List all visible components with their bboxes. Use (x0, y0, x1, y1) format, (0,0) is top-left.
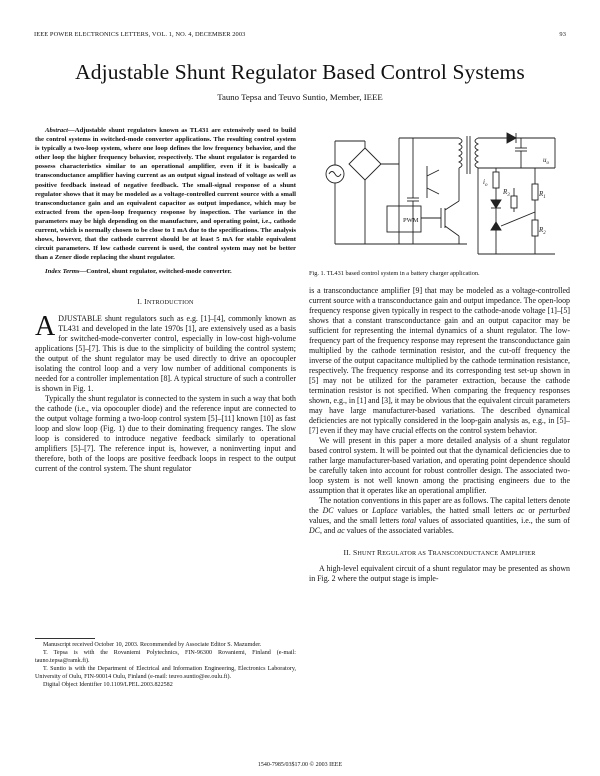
bridge-rectifier (349, 148, 381, 180)
resistor-r3 (511, 196, 517, 208)
p3-perturbed: perturbed (538, 506, 570, 515)
p3-dc2: DC (309, 526, 320, 535)
footnotes (35, 641, 296, 690)
footnote-manuscript: Manuscript received October 10, 2003. Recommended by Associate Editor S. Mazumder. (43, 642, 262, 648)
figure-1 (309, 126, 570, 266)
section2-a: A (500, 548, 506, 557)
abstract-label: Abstract— (45, 127, 75, 134)
index-terms (35, 267, 296, 276)
p3-laplace: Laplace (372, 506, 398, 515)
p3-total: total (401, 516, 417, 525)
running-head (34, 31, 566, 38)
copyright-line: 1540-7985/03$17.00 © 2003 IEEE (257, 762, 343, 768)
output-voltage-label: u (543, 156, 547, 164)
svg-text:R1 (538, 190, 546, 200)
p3-seg-h: values of the associated variables. (344, 526, 454, 535)
footnote-doi: Digital Object Identifier 10.1109/LPEL.2003.822582 (43, 682, 173, 689)
drop-cap: A (35, 310, 56, 342)
r3-label: R (503, 188, 508, 196)
p3-seg-e: values, and the small letters (309, 516, 402, 525)
p3-seg-c: variables, the hatted small letters (397, 506, 517, 515)
intro-paragraph-2: Typically the shunt regulator is connected to the system in such a way that both the cathode (i.e., via opocoupler diode) and the reference input are connected to the output voltage forming a two-loop control system [5]–[11] known [10] as fast loop and slow loop (Fig. 1) due to their dominating frequency ranges. The slow loop is considered to introduce negative feedback similarly to operational amplifiers [5]–[7]. The reference input is, however, a noninverting input and therefore, both of the loops are positive feedback loops in respect to the output current of the control system. The shunt regulator (35, 393, 296, 473)
page-number: 93 (559, 31, 566, 38)
circuit-diagram (317, 126, 562, 264)
svg-text:PWM (403, 217, 419, 224)
section-title-rest: NTRODUCTION (146, 298, 194, 306)
footnote-author-2: T. Suntio is with the Department of Electrical and Information Engineering, Electronics Laboratory, University of Oulu, FIN-90014 Oulu, Finland (e-mail: teuvo.suntio@ee.oulu.fi). (35, 666, 296, 681)
section-heading-introduction (35, 297, 296, 306)
section2-t: T (427, 548, 433, 557)
footnote-author-1: T. Tepsa is with the Rovaniemi Polytechnics, FIN-96300 Rovaniemi, Finland (e-mail: tauno.tepsa@ramk.fi). (35, 650, 296, 665)
current-sub: o (484, 183, 488, 188)
section2-r: R (377, 548, 383, 557)
pwm-label: PWM (403, 217, 419, 224)
abstract-text: Adjustable shunt regulators known as TL431 are extensively used to build the control systems in switched-mode converter applications. The resulting control system is typically a two-loop system, where one loop defines the low frequency behavior, and the other loop the higher frequency behavior, respectively. The shunt regulator is regarded to possess characteristics similar to an operational amplifier, even if it is basically a transconductance amplifier having current as an output signal instead of voltage as well as positive feedback instead of negative feedback. The small-signal response of a shunt regulator shows that it may be modeled as a voltage-controlled current source with a small transconductance gain and an equivalent capacitor as output impedance, which may be extracted from the open-loop frequency response by inspection. The variance in the parameters may be high depending on the manufacture, and operating point, i.e., cathode current, which is normally chosen to be close to 1 mA due to the specifications. The analysis shows, however, that the cathode current should be at least 5 mA for stable equivalent circuit parameters. If low cathode current is used, the control system may not be better than a Zener diode replacing the shunt regulator. (35, 127, 296, 262)
current-label: i (483, 178, 485, 186)
abstract (35, 126, 296, 262)
right-column (309, 126, 570, 584)
section2-r4: MPLIFIER (505, 550, 536, 557)
figure-1-caption: Fig. 1. TL431 based control system in a battery charger application. (309, 270, 480, 277)
tl431-symbol (491, 222, 501, 230)
section-heading-2 (309, 548, 570, 557)
intro-paragraph-1-text: DJUSTABLE shunt regulators such as e.g. [1]–[4], commonly known as TL431 and developed in the late 1970s [1], are extensively used as a basis for switched-mode-converter control, especially in low-cost high-volume applications [5]–[7]. This is due to the simplicity of building the control system; the output of the shunt regulator may be used directly to drive an opocoupler isolating the control loop and a very low number of additional components is needed for a controller implementation [8]. A typical structure of such a controller is shown in Fig. 1. (35, 313, 296, 393)
paper-title: Adjustable Shunt Regulator Based Control Systems (75, 60, 525, 84)
r1-label: R (539, 190, 544, 198)
journal-header: IEEE POWER ELECTRONICS LETTERS, VOL. 1, NO. 4, DECEMBER 2003 (34, 31, 246, 38)
paper-authors: Tauno Tepsa and Teuvo Suntio, Member, IEEE (217, 92, 383, 102)
svg-text:R3 (502, 188, 510, 198)
section-number: I. (137, 296, 143, 306)
section2-number: II. (343, 548, 351, 557)
section2-r3: RANSCONDUCTANCE (432, 550, 501, 557)
p3-dc: DC (322, 506, 334, 515)
index-terms-label: Index Terms— (45, 268, 87, 276)
resistor-r1 (532, 184, 538, 200)
right-paragraph-3 (309, 496, 570, 536)
p3-seg-b: values or (333, 506, 373, 515)
index-terms-text: Control, shunt regulator, switched-mode converter. (86, 268, 232, 276)
right-paragraph-1: is a transconductance amplifier [9] that may be modeled as a voltage-controlled current source with a transconductance gain and output impedance. The open-loop frequency response given typically in respect to the cathode-anode voltage [1]–[5] shows that a constant transconductance gain and an output capacitor may be sufficient for representing the internal dynamics of a shunt regulator. The low-frequency part of the frequency response may represent the transconductance gain multiplied by the cathode termination resistor, and the cut-off frequency the inverse of the output capacitance multiplied by the cathode termination resistance, respectively. The frequency response and its corresponding test set-up shown in [5] may not be utilized for the parameter extraction, because the cathode termination resistor is not specified. When comparing the frequency responses shown, e.g., in [1] and [3], it may be obvious that the equivalent circuit parameters may have large manufacturer-based variations. The described dynamical deficiencies are not typically considered in the loop-gain analysis as, e.g., in [5]–[7] even if they may have crucial effects on the control system behavior. (309, 286, 570, 435)
svg-text:io (483, 178, 488, 188)
r1-sub: 1 (543, 195, 546, 200)
svg-text:uo (543, 156, 550, 166)
resistor-r2 (532, 220, 538, 236)
p3-ac: ac (516, 506, 525, 515)
r2-label: R (539, 226, 544, 234)
section2-s: S (353, 548, 358, 557)
p3-ac2: ac (337, 526, 345, 535)
left-column (35, 126, 296, 474)
section2-r1: HUNT (357, 550, 377, 557)
svg-text:R2 (538, 226, 546, 236)
p3-seg-f: values of associated quantities, i.e., the sum of (416, 516, 571, 525)
section-title-initial: I (144, 296, 147, 306)
section2-r2: EGULATOR AS (382, 550, 428, 557)
right-paragraph-4: A high-level equivalent circuit of a shunt regulator may be presented as shown in Fig. 2 where the output stage is imple- (309, 564, 570, 583)
p3-seg-g: , and (319, 526, 338, 535)
r2-sub: 2 (543, 231, 546, 236)
p3-seg-d: or (524, 506, 539, 515)
intro-paragraph-1 (35, 310, 296, 394)
r3-sub: 3 (507, 193, 510, 198)
output-voltage-sub: o (546, 161, 549, 166)
right-paragraph-2: We will present in this paper a more detailed analysis of a shunt regulator based control system. It will be pointed out that the dynamical deficiencies due to rather large manufacturer-based variation, and operating point dependence should be carefully taken into account for robust controller design. The associated two-loop system is not well known among the practising engineers due to the assumption that it operates like an operational amplifier. (309, 436, 570, 495)
footnote-rule (35, 638, 95, 639)
p3-seg-a: The notation conventions in this paper are as follows. The capital letters denote the (309, 496, 570, 515)
